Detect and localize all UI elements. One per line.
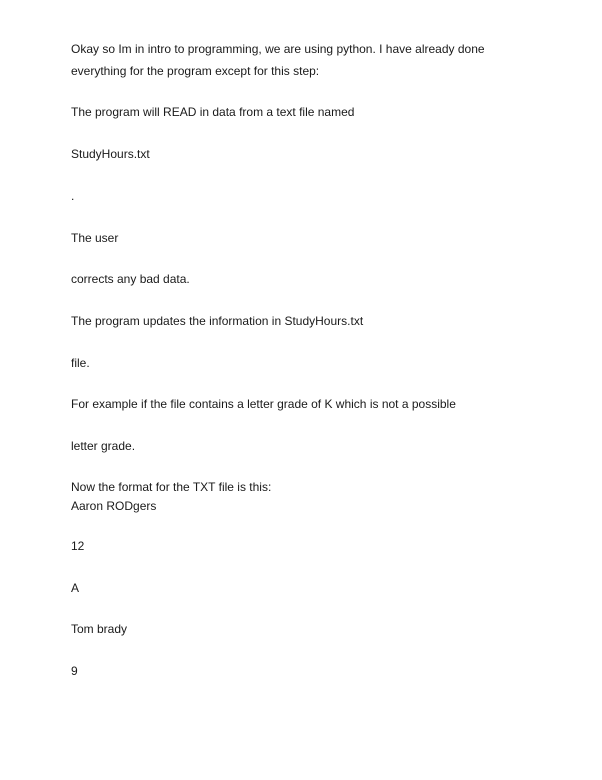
- file-entry-hours-1: 12: [71, 539, 85, 553]
- paragraph-example: For example if the file contains a letter grade of K which is not a possible: [71, 397, 456, 411]
- paragraph-corrects-bad-data: corrects any bad data.: [71, 272, 190, 286]
- paragraph-filename: StudyHours.txt: [71, 147, 150, 161]
- file-entry-name-1: Aaron RODgers: [71, 499, 157, 513]
- paragraph-program-updates: The program updates the information in StudyHours.txt: [71, 314, 364, 328]
- paragraph-intro-line-1: Okay so Im in intro to programming, we are using python. I have already done: [71, 42, 485, 56]
- file-entry-name-2: Tom brady: [71, 622, 128, 636]
- paragraph-read-data: The program will READ in data from a text file named: [71, 105, 355, 119]
- paragraph-period: .: [71, 189, 75, 203]
- paragraph-intro-line-2: everything for the program except for this step:: [71, 64, 320, 78]
- paragraph-letter-grade: letter grade.: [71, 439, 136, 453]
- paragraph-file: file.: [71, 356, 90, 370]
- file-entry-grade-1: A: [71, 581, 80, 595]
- paragraph-the-user: The user: [71, 231, 119, 245]
- file-entry-hours-2: 9: [71, 664, 78, 678]
- paragraph-format-intro: Now the format for the TXT file is this:: [71, 480, 272, 494]
